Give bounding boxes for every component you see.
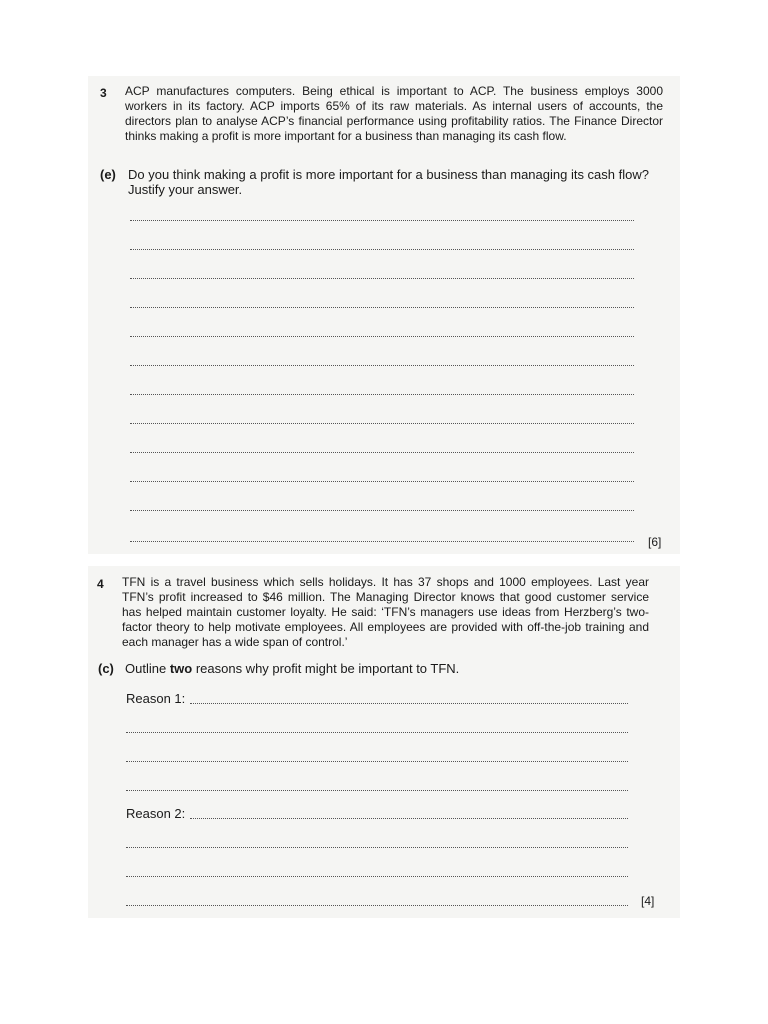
- question-3e-marks: [6]: [648, 535, 662, 549]
- answer-line[interactable]: [130, 423, 634, 424]
- question-4-context: TFN is a travel business which sells holidays. It has 37 shops and 1000 employees. Last year TFN’s profit increased to $46 million. The Managing Director knows that good customer service has helped maintain customer loyalty. He said: ‘TFN’s managers use ideas from Herzberg’s two-factor theory to help motivate employees. All employees are provided with off-the-job training and each manager has a wide span of control.’: [122, 575, 649, 649]
- answer-line[interactable]: [126, 905, 628, 906]
- question-4c-label: (c): [98, 661, 114, 676]
- answer-line[interactable]: [130, 278, 634, 279]
- reason-2-answer-line[interactable]: [190, 818, 628, 819]
- q3-background: [88, 76, 680, 554]
- question-4-number: 4: [97, 577, 104, 591]
- answer-line[interactable]: [130, 510, 634, 511]
- question-4c-keyword: two: [169, 661, 193, 676]
- question-3e-text: [128, 167, 668, 197]
- answer-line[interactable]: [126, 790, 628, 791]
- question-3e-line1: Do you think making a profit is more important for a business than managing its cash flow?: [128, 167, 649, 182]
- answer-line[interactable]: [130, 220, 634, 221]
- reason-1-answer-line[interactable]: [190, 703, 628, 704]
- answer-line[interactable]: [126, 732, 628, 733]
- question-4c-marks: [4]: [641, 894, 655, 908]
- question-4c-text-before: Outline: [125, 661, 170, 676]
- answer-line[interactable]: [126, 876, 628, 877]
- answer-line[interactable]: [130, 394, 634, 395]
- answer-line[interactable]: [126, 847, 628, 848]
- answer-line[interactable]: [130, 365, 634, 366]
- question-3-context: ACP manufactures computers. Being ethical is important to ACP. The business employs 3000 workers in its factory. ACP imports 65% of its raw materials. As internal users of accounts, the directors plan to analyse ACP’s financial performance using profitability ratios. The Finance Director thinks making a profit is more important for a business than managing its cash flow.: [125, 84, 663, 143]
- question-3e-label: (e): [100, 167, 116, 182]
- reason-1-label: Reason 1:: [126, 691, 186, 706]
- answer-line[interactable]: [130, 452, 634, 453]
- question-3-number: 3: [100, 86, 107, 100]
- question-4c-text-after: reasons why profit might be important to TFN.: [192, 661, 460, 676]
- answer-line[interactable]: [130, 249, 634, 250]
- answer-line[interactable]: [130, 481, 634, 482]
- answer-line[interactable]: [130, 336, 634, 337]
- answer-line[interactable]: [126, 761, 628, 762]
- question-4c-text: [125, 661, 645, 676]
- reason-2-label: Reason 2:: [126, 806, 186, 821]
- question-3e-line2: Justify your answer.: [128, 182, 243, 197]
- answer-line[interactable]: [130, 541, 634, 542]
- answer-line[interactable]: [130, 307, 634, 308]
